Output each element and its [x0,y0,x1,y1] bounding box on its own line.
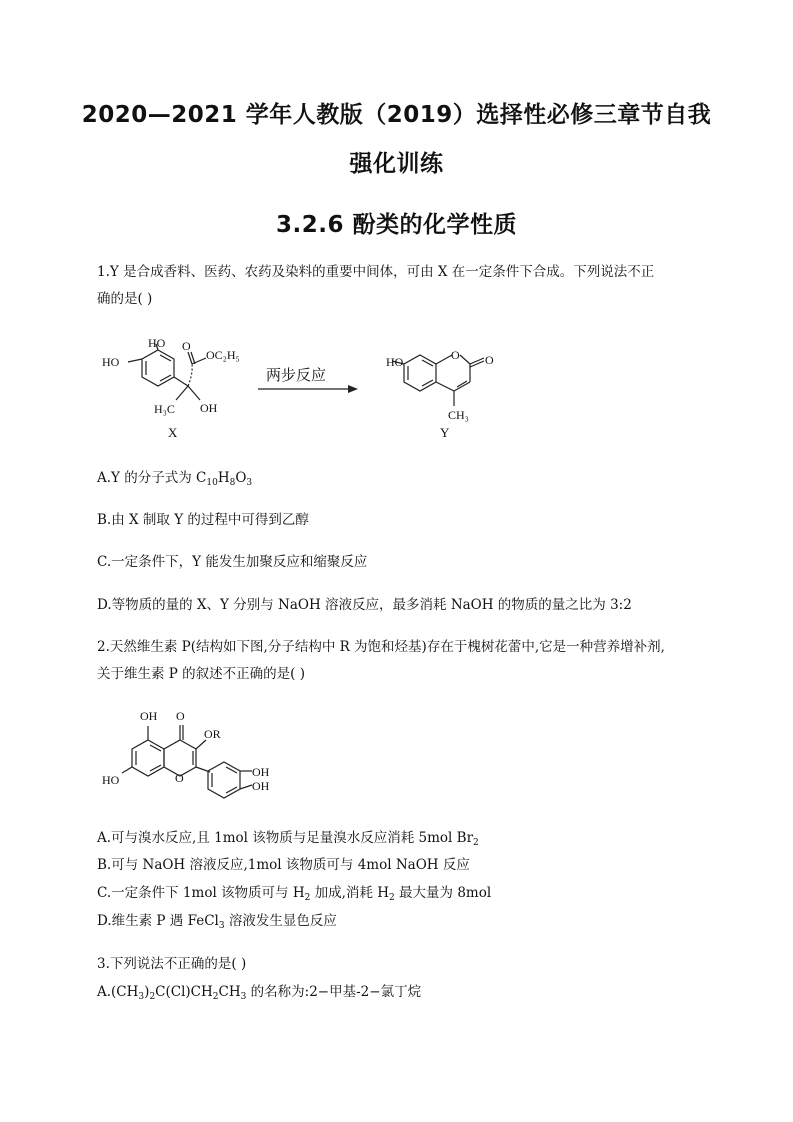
y-methyl-label: CH₃ [448,408,469,422]
b-ring [208,762,240,798]
q2-ring-o-label: O [175,771,184,785]
x-carbonyl-o-label: O [182,339,191,353]
document-title-line2: 强化训练 [349,151,444,177]
q2-option-a: A.可与溴水反应,且 1mol 该物质与足量溴水反应消耗 5mol $Br_2$ [97,830,479,848]
q2-oh-2-label: OH [252,779,270,793]
q2-carbonyl-o-label: O [176,709,185,723]
q2-stem-line2: 关于维生素 P 的叙述不正确的是( ) [97,666,305,682]
y-ring-o-label: O [451,348,460,362]
q1-option-d: D.等物质的量的 X、Y 分别与 NaOH 溶液反应，最多消耗 NaOH 的物质的量之比为 3:2 [97,597,632,613]
q1-stem-line1: 1.Y 是合成香料、医药、农药及染料的重要中间体，可由 X 在一定条件下合成。下列说法不正 [97,264,655,280]
reaction-arrow-head [348,385,358,393]
y-carbonyl-o-label: O [485,353,494,367]
q2-stem-line1: 2.天然维生素 P(结构如下图,分子结构中 R 为饱和烃基)存在于槐树花蕾中,它是一种营养增补剂, [97,639,665,655]
x-oh-label: OH [200,401,218,415]
x-ho-label: HO [102,355,120,369]
q2-option-c: C.一定条件下 1mol 该物质可与 $H_2$ 加成,消耗 $H_2$ 最大量为 8mol [97,885,492,903]
x-ester-label: OC₂H₅ [206,348,240,362]
q3-stem: 3.下列说法不正确的是( ) [97,956,247,972]
q2-option-d: D.维生素 P 遇 FeCl$_3$ 溶液发生显色反应 [97,913,337,931]
q2-oh-1-label: OH [252,765,270,779]
x-methyl-label: H₃C [154,402,175,416]
reaction-condition-label: 两步反应 [266,368,327,384]
y-benzene-ring [404,355,436,391]
q2-or-label: OR [204,727,221,741]
q3-option-a: $A.(CH_3)_2C(Cl)CH_2CH_3$ 的名称为:2−甲基-2−氯丁烷 [97,984,422,1002]
section-title: 3.2.6 酚类的化学性质 [276,212,517,238]
x-oh-top-label: HO [148,336,166,350]
y-ho-label: HO [386,355,404,369]
q1-reaction-figure [96,334,526,446]
q1-option-a: A.Y 的分子式为 $C_{10}H_8O_3$ [97,470,253,488]
x-compound-label: X [168,425,178,440]
y-compound-label: Y [440,425,450,440]
q2-ho-label: HO [102,773,120,787]
a-ring [132,740,164,776]
x-benzene-ring [142,350,174,386]
q1-option-b: B.由 X 制取 Y 的过程中可得到乙醇 [97,512,309,528]
q2-option-b: B.可与 NaOH 溶液反应,1mol 该物质可与 4mol NaOH 反应 [97,857,470,873]
q1-option-c: C.一定条件下，Y 能发生加聚反应和缩聚反应 [97,554,368,570]
q2-vitamin-p-structure [96,700,286,810]
document-title-line1: 2020—2021 学年人教版（2019）选择性必修三章节自我 [81,102,712,128]
q1-stem-line2: 确的是( ) [97,291,153,307]
q2-oh-top-label: OH [140,709,158,723]
